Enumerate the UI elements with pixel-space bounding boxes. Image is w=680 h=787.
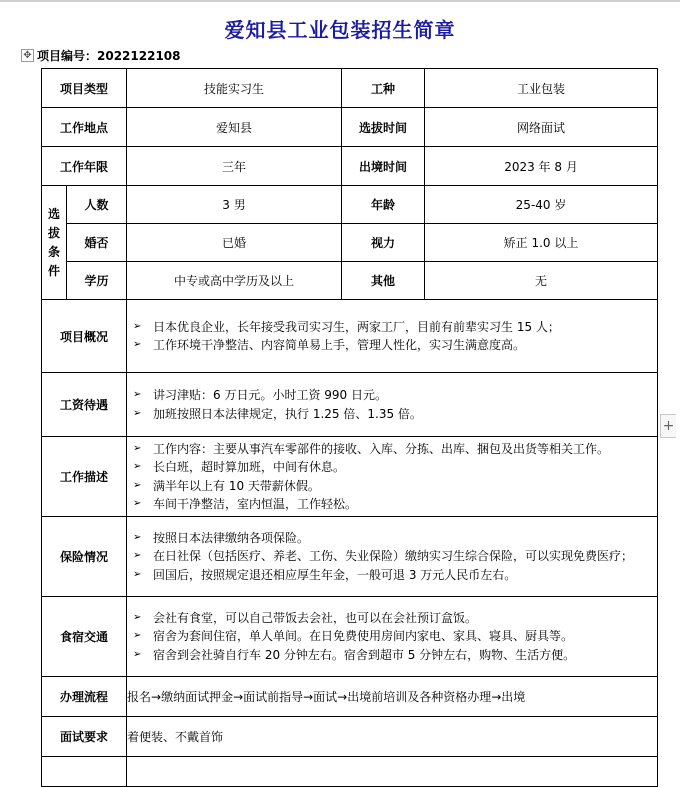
section-label: 保险情况	[42, 517, 127, 597]
section-row-work	[42, 437, 658, 517]
list-item: ➢ 车间干净整洁，室内恒温，工作轻松。	[133, 495, 657, 514]
table-row	[42, 108, 658, 147]
arrow-bullet-icon: ➢	[133, 461, 142, 472]
vision-label: 视力	[342, 224, 425, 262]
marital-label: 婚否	[67, 224, 127, 262]
section-label: 工资待遇	[42, 373, 127, 437]
section-row-insurance	[42, 517, 658, 597]
age-value: 25-40 岁	[425, 186, 658, 224]
section-label: 工作描述	[42, 437, 127, 517]
other-value: 无	[425, 262, 658, 300]
interview-label: 面试要求	[42, 717, 127, 757]
section-row-overview	[42, 300, 658, 373]
arrow-bullet-icon: ➢	[133, 550, 142, 562]
edu-label: 学历	[67, 262, 127, 300]
section-content	[127, 517, 658, 597]
list-item: ➢ 宿舍为套间住宿，单人单间。在日免费使用房间内家电、家具、寝具、厨具等。	[133, 627, 657, 646]
other-label: 其他	[342, 262, 425, 300]
table-row	[42, 224, 658, 262]
type-label: 项目类型	[42, 69, 127, 108]
arrow-bullet-icon: ➢	[133, 630, 142, 642]
arrow-bullet-icon: ➢	[133, 479, 142, 491]
list-item: ➢ 工作环境干净整洁、内容简单易上手，管理人性化，实习生满意度高。	[133, 336, 657, 355]
location-label: 工作地点	[42, 108, 127, 147]
section-content	[127, 300, 658, 373]
edu-value: 中专或高中学历及以上	[127, 262, 342, 300]
list-item: ➢ 在日社保（包括医疗、养老、工伤、失业保险）缴纳实习生综合保险，可以实现免费医疗；	[133, 547, 657, 566]
list-item: ➢ 工作内容：主要从事汽车零部件的接收、入库、分拣、出库、捆包及出货等相关工作。	[133, 440, 657, 459]
page-title: 爱知县工业包装招生简章	[224, 18, 456, 42]
project-number: 项目编号：2022122108	[37, 49, 181, 63]
years-label: 工作年限	[42, 147, 127, 186]
section-row-lodging	[42, 597, 658, 677]
job-value: 工业包装	[425, 69, 658, 108]
list-item: ➢ 满半年以上有 10 天带薪休假。	[133, 477, 657, 496]
list-item: ➢ 会社有食堂，可以自己带饭去会社，也可以在会社预订盒饭。	[133, 609, 657, 628]
process-label: 办理流程	[42, 677, 127, 717]
section-row-salary	[42, 373, 658, 437]
age-label: 年龄	[342, 186, 425, 224]
table-row	[42, 69, 658, 108]
empty-cell	[42, 757, 127, 787]
arrow-bullet-icon: ➢	[133, 339, 142, 350]
arrow-bullet-icon: ➢	[133, 389, 142, 400]
arrow-bullet-icon: ➢	[133, 442, 142, 454]
list-item: ➢ 讲习津贴：6 万日元。小时工资 990 日元。	[133, 386, 657, 405]
arrow-bullet-icon: ➢	[133, 568, 142, 580]
job-label: 工种	[342, 69, 425, 108]
table-move-handle-icon[interactable]: ✥	[21, 49, 34, 62]
add-icon[interactable]: +	[660, 414, 676, 438]
arrow-bullet-icon: ➢	[133, 320, 142, 332]
interview-value: 着便装、不戴首饰	[127, 717, 658, 757]
years-value: 三年	[127, 147, 342, 186]
section-label: 项目概况	[42, 300, 127, 373]
location-value: 爱知县	[127, 108, 342, 147]
section-content	[127, 597, 658, 677]
table-row	[42, 757, 658, 787]
arrow-bullet-icon: ➢	[133, 611, 142, 623]
type-value: 技能实习生	[127, 69, 342, 108]
list-item: ➢ 加班按照日本法律规定，执行 1.25 倍、1.35 倍。	[133, 405, 657, 424]
marital-value: 已婚	[127, 224, 342, 262]
section-content	[127, 437, 658, 517]
process-row	[42, 677, 658, 717]
process-value: 报名→缴纳面试押金→面试前指导→面试→出境前培训及各种资格办理→出境	[127, 677, 658, 717]
list-item: ➢ 日本优良企业，长年接受我司实习生，两家工厂，目前有前辈实习生 15 人；	[133, 318, 657, 337]
selection-value: 网络面试	[425, 108, 658, 147]
list-item: ➢ 长白班，超时算加班，中间有休息。	[133, 458, 657, 477]
list-item: ➢ 宿舍到会社骑自行车 20 分钟左右。宿舍到超市 5 分钟左右，购物、生活方便。	[133, 646, 657, 665]
arrow-bullet-icon: ➢	[133, 407, 142, 419]
arrow-bullet-icon: ➢	[133, 648, 142, 660]
empty-cell	[127, 757, 658, 787]
table-row	[42, 262, 658, 300]
top-border	[0, 0, 680, 2]
depart-value: 2023 年 8 月	[425, 147, 658, 186]
selection-label: 选拔时间	[342, 108, 425, 147]
section-label: 食宿交通	[42, 597, 127, 677]
list-item: ➢ 回国后，按照规定退还相应厚生年金，一般可退 3 万元人民币左右。	[133, 566, 657, 585]
section-content	[127, 373, 658, 437]
interview-row	[42, 717, 658, 757]
table-row	[42, 147, 658, 186]
criteria-group-label: 选 拔 条 件	[42, 186, 67, 300]
recruitment-table	[41, 68, 658, 787]
table-row	[42, 186, 658, 224]
vision-value: 矫正 1.0 以上	[425, 224, 658, 262]
list-item: ➢ 按照日本法律缴纳各项保险。	[133, 529, 657, 548]
arrow-bullet-icon: ➢	[133, 531, 142, 543]
arrow-bullet-icon: ➢	[133, 498, 142, 509]
count-label: 人数	[67, 186, 127, 224]
depart-label: 出境时间	[342, 147, 425, 186]
count-value: 3 男	[127, 186, 342, 224]
